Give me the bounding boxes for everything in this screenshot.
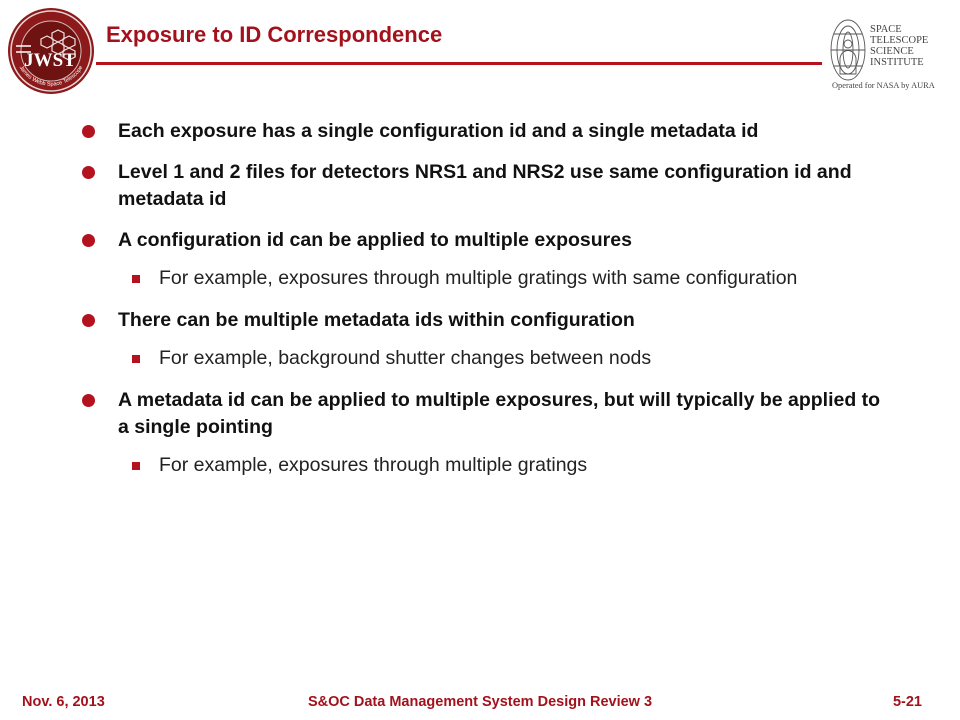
sub-bullet-square xyxy=(132,355,140,363)
jwst-logo-text: JWST xyxy=(24,50,76,71)
stsci-line-3: SCIENCE xyxy=(870,46,914,57)
bullet-dot xyxy=(82,314,95,327)
bullet-item xyxy=(80,227,890,254)
bullet-dot xyxy=(82,394,95,407)
bullet-text: Each exposure has a single configuration id and a single metadata id xyxy=(118,120,759,142)
sub-bullet-text: For example, exposures through multiple gratings with same configuration xyxy=(159,267,798,289)
bullet-list xyxy=(80,118,890,494)
jwst-ring-text: James Webb Space Telescope xyxy=(17,64,85,88)
bullet-item xyxy=(80,387,890,441)
bullet-item xyxy=(80,159,890,213)
sub-bullet-text: For example, exposures through multiple gratings xyxy=(159,454,588,476)
bullet-text: Level 1 and 2 files for detectors NRS1 and NRS2 use same configuration id and metadata id xyxy=(118,161,852,210)
bullet-dot xyxy=(82,166,95,179)
sub-bullet-text: For example, background shutter changes between nods xyxy=(159,347,652,369)
sub-bullet-square xyxy=(132,275,140,283)
stsci-tagline: Operated for NASA by AURA xyxy=(832,81,935,90)
bullet-text: A configuration id can be applied to multiple exposures xyxy=(118,229,632,251)
bullet-item xyxy=(80,118,890,145)
footer-date: Nov. 6, 2013 xyxy=(22,694,105,710)
sub-bullet-item xyxy=(80,265,890,292)
bullet-text: There can be multiple metadata ids within configuration xyxy=(118,309,635,331)
sub-bullet-square xyxy=(132,462,140,470)
footer-title: S&OC Data Management System Design Review 3 xyxy=(307,694,653,710)
bullet-item xyxy=(80,307,890,334)
bullet-text: A metadata id can be applied to multiple exposures, but will typically be applied to a single pointing xyxy=(118,389,881,438)
stsci-line-4: INSTITUTE xyxy=(870,57,924,68)
title-rule xyxy=(96,62,822,65)
stsci-line-2: TELESCOPE xyxy=(870,35,929,46)
stsci-logo xyxy=(826,14,946,94)
bullet-dot xyxy=(82,234,95,247)
footer-page-number: 5-21 xyxy=(892,694,922,710)
sub-bullet-item xyxy=(80,345,890,372)
slide-title: Exposure to ID Correspondence xyxy=(106,22,443,47)
sub-bullet-item xyxy=(80,452,890,479)
jwst-logo xyxy=(6,6,96,96)
stsci-line-1: SPACE xyxy=(870,24,902,35)
bullet-dot xyxy=(82,125,95,138)
